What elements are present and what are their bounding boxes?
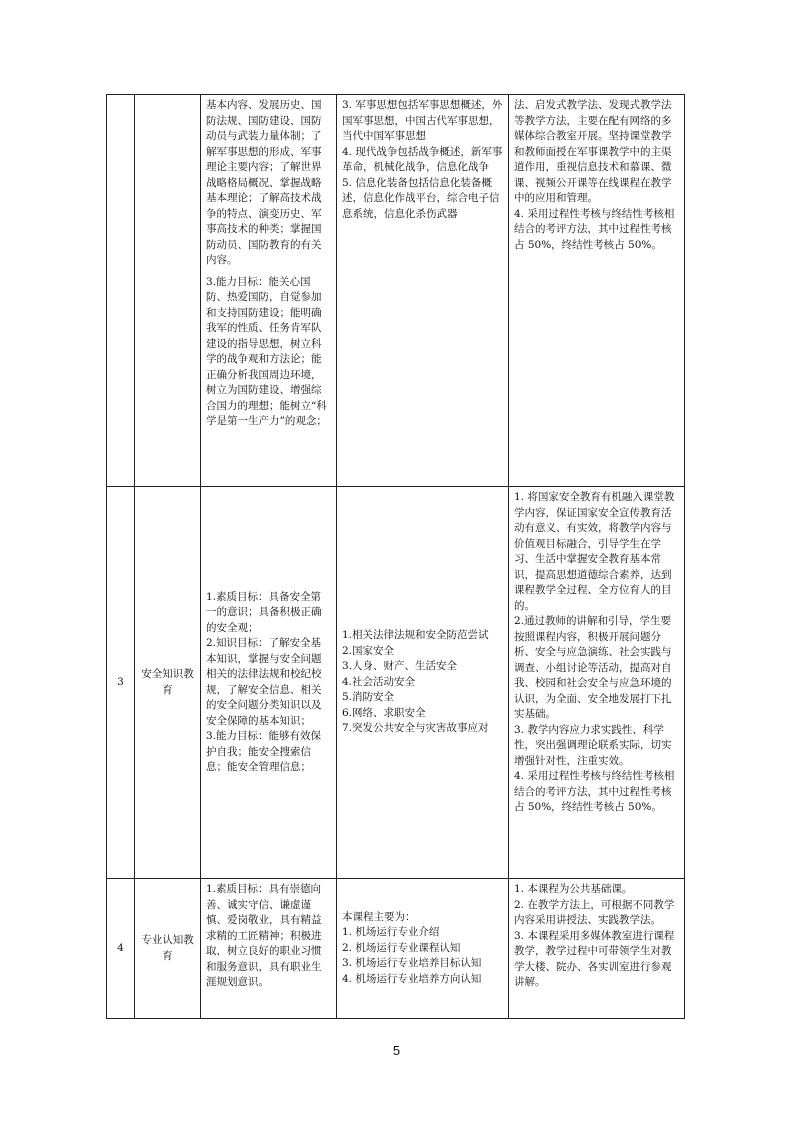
content-item: 3. 军事思想包括军事思想概述，外国军事思想，中国古代军事思想，当代中国军事思想 [342,99,503,142]
content-item: 1.相关法律法规和安全防范尝试 [342,629,489,642]
goals-cell [201,879,337,1019]
requirement-text: 法、启发式教学法、发现式教学法等教学方法，主要在配有网络的多媒体综合教室开展。坚持课堂教学和教师面授在军事课教学中的主渠道作用，重视信息技术和慕课、微课、视频公开课等在线课程在教学中的应用和管理。 [514,99,672,204]
course-name: 专业认知教育 [135,879,201,1019]
goal-text: 3.能力目标：能关心国防、热爱国防，自觉参加和支持国防建设；能明确我军的性质、任务肯军队建设的指导思想，树立科学的战争观和方法论；能正确分析我国周边环境，树立为国防建设、增强综合国力的理想；能树立“科学是第一生产力”的观念； [206,275,327,427]
table-row [107,95,685,487]
content-cell [337,879,509,1019]
goal-text: 1.素质目标：具备安全第一的意识；具备积极正确的安全观； [206,590,322,634]
curriculum-table [106,94,685,1019]
content-item: 7.突发公共安全与灾害故事应对 [342,722,489,735]
requirements-cell [509,879,685,1019]
content-item: 4. 机场运行专业培养方向认知 [342,972,482,985]
requirement-text: 4. 采用过程性考核与终结性考核相结合的考评方法，其中过程性考核占 50%，终结性考核占 50%。 [514,207,675,251]
content-item: 5.消防安全 [342,691,395,704]
requirement-text: 1. 将国家安全教育有机融入课堂教学内容，保证国家安全宣传教育活动有意义、有实效，将教学内容与价值观目标融合，引导学生在学习、生活中掌握安全教育基本常识，提高思想道德综合素养，达到课程教学全过程、全方位育人的目的。 [514,491,675,612]
goals-cell [201,95,337,487]
content-item: 6.网络、求职安全 [342,706,426,719]
table-row [107,879,685,1019]
content-item: 4.社会活动安全 [342,675,416,688]
content-cell [337,487,509,879]
row-number [107,95,135,487]
requirement-text: 3. 本课程采用多媒体教室进行课程教学，教学过程中可带领学生对教学大楼、院办、各实训室进行参观讲解。 [514,929,675,988]
requirements-cell [509,487,685,879]
content-item: 3. 机场运行专业培养目标认知 [342,957,482,970]
requirement-text: 4. 采用过程性考核与终结性考核相结合的考评方法，其中过程性考核占 50%，终结性考核占 50%。 [514,770,675,813]
table-row [107,487,685,879]
page-number: 5 [392,1043,401,1058]
requirement-text: 2. 在教学方法上，可根据不同教学内容采用讲授法、实践教学法。 [514,898,675,926]
content-item: 2.国家安全 [342,644,395,657]
row-number: 3 [107,487,135,879]
goal-text: 3.能力目标：能够有效保护自我；能安全搜索信息；能安全管理信息； [206,730,322,773]
goal-text: 基本内容、发展历史、国防法规、国防建设、国防动员与武装力量体制；了解军事思想的形成、军事理论主要内容；了解世界战略格局概况、掌握战略基本理论；了解高技术战争的特点、演变历史、军事高技术的种类；掌握国防动员、国防教育的有关内容。 [206,99,322,266]
requirement-text: 1. 本课程为公共基础课。 [514,883,633,895]
course-name: 安全知识教育 [135,487,201,879]
content-item: 3.人身、财产、生活安全 [342,660,458,673]
content-item: 5. 信息化装备包括信息化装备概述，信息化作战平台，综合电子信息系统，信息化杀伤武器 [342,176,500,220]
content-cell [337,95,509,487]
content-item: 1. 机场运行专业介绍 [342,926,440,939]
course-name [135,95,201,487]
row-number: 4 [107,879,135,1019]
goal-text: 2.知识目标：了解安全基本知识，掌握与安全问题相关的法律法规和校纪校规，了解安全信息、相关的安全问题分类知识以及安全保障的基本知识； [206,637,322,727]
requirement-text: 2.通过教师的讲解和引导，学生要按照课程内容，积极开展问题分析、安全与应急演练、社会实践与调查、小组讨论等活动，提高对自我、校园和社会安全与应急环境的认识，为全面、安全地发展打下扎实基础。 [514,615,672,720]
goal-text: 1.素质目标：具有崇德向善、诚实守信、谦虚谨慎、爱岗敬业，具有精益求精的工匠精神；积极进取，树立良好的职业习惯和服务意识，具有职业生涯规划意识。 [206,883,322,988]
requirements-cell [509,95,685,487]
goals-cell [201,487,337,879]
content-item: 4. 现代战争包括战争概述，新军事革命，机械化战争，信息化战争 [342,145,503,173]
content-item: 本课程主要为： [342,910,416,923]
requirement-text: 3. 教学内容应力求实践性、科学性，突出强调理论联系实际，切实增强针对性，注重实效。 [514,723,672,767]
content-item: 2. 机场运行专业课程认知 [342,941,461,954]
